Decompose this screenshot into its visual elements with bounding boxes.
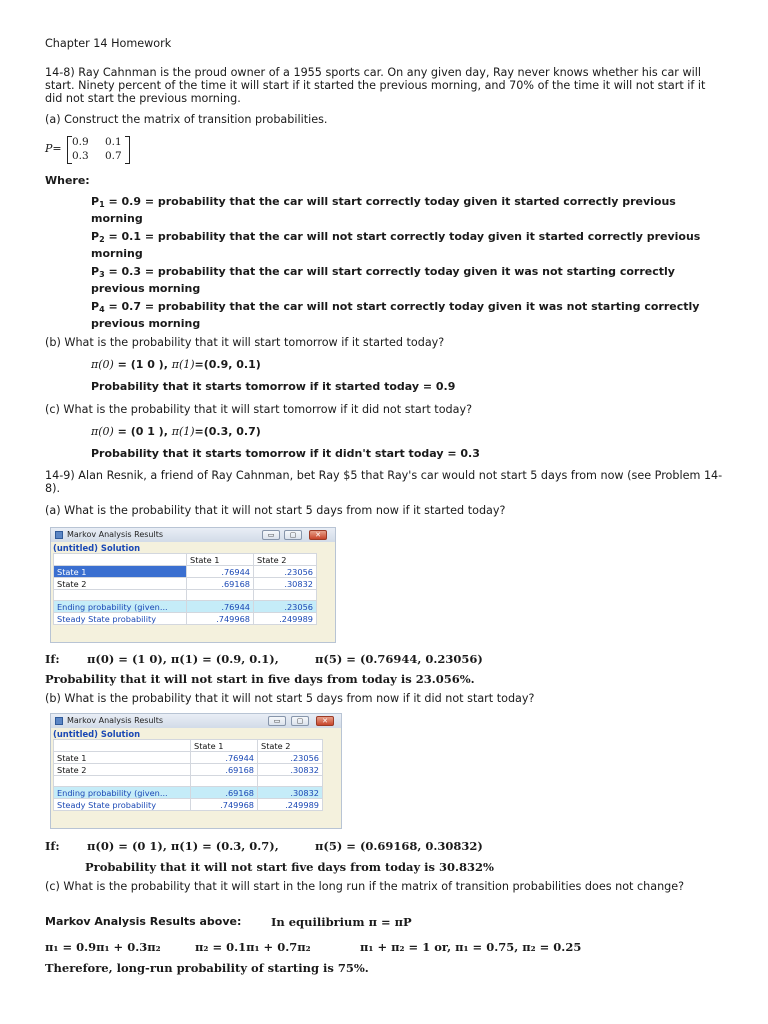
table-cell[interactable]: .69168: [191, 787, 258, 799]
table-row[interactable]: [54, 613, 317, 625]
table-cell[interactable]: .30832: [258, 764, 323, 776]
column-header: State 2: [254, 554, 317, 566]
window-title: Markov Analysis Results: [67, 716, 164, 725]
table-cell[interactable]: .249989: [258, 799, 323, 811]
row-label[interactable]: State 2: [54, 578, 187, 590]
solution-label: (untitled) Solution: [53, 543, 141, 553]
column-header: State 1: [191, 740, 258, 752]
matrix-cell: 0.9: [72, 136, 89, 148]
close-icon[interactable]: ✕: [316, 716, 334, 726]
markov-results-window: [50, 527, 336, 643]
answer-b: Probability that it starts tomorrow if it started today = 0.9: [91, 380, 456, 393]
definition-p1: $P_1 = 0.9$ = probability that the car will start correctly today given it started correctly previous morning: [91, 195, 676, 225]
definition-p4: $P_4 = 0.7$ = probability that the car will not start correctly today given it was not starting correctly previous morning: [91, 300, 700, 330]
equation-14-9-b: π(0) = (0 1), π(1) = (0.3, 0.7),: [87, 839, 279, 853]
results-table: [53, 553, 317, 625]
table-row[interactable]: [54, 787, 323, 799]
table-cell[interactable]: .69168: [187, 578, 254, 590]
app-icon: [55, 531, 63, 539]
where-label: Where:: [45, 174, 90, 187]
table-cell[interactable]: .30832: [254, 578, 317, 590]
table-row[interactable]: [54, 764, 323, 776]
question-c: (c) What is the probability that it will start tomorrow if it did not start today?: [45, 403, 473, 416]
table-cell[interactable]: .76944: [187, 566, 254, 578]
row-label[interactable]: State 2: [54, 764, 191, 776]
table-cell[interactable]: .30832: [258, 787, 323, 799]
row-label[interactable]: State 1: [54, 752, 191, 764]
problem-14-8-intro: 14-8) Ray Cahnman is the proud owner of a 1955 sports car. On any given day, Ray never knows whether his car will start. Ninety percent of the time it will start if it started the previous morning, and 70% of the time it will not start if it did not start the previous morning.: [45, 66, 706, 105]
if-label-b: If:: [45, 839, 60, 853]
equation-b: π(0) = (1 0 ), π(1)=(0.9, 0.1): [91, 358, 261, 371]
table-cell[interactable]: .749968: [191, 799, 258, 811]
row-label[interactable]: Steady State probability: [54, 799, 191, 811]
definition-p2: $P_2 = 0.1$ = probability that the car will not start correctly today given it started correctly previous morning: [91, 230, 701, 260]
matrix-cell: 0.3: [72, 150, 89, 162]
definition-p3: $P_3 = 0.3$ = probability that the car will start correctly today given it was not starting correctly previous morning: [91, 265, 675, 295]
table-cell[interactable]: .76944: [187, 601, 254, 613]
answer-14-9-c: Therefore, long-run probability of starting is 75%.: [45, 961, 369, 975]
window-titlebar: [51, 714, 341, 728]
answer-14-9-b: Probability that it will not start five days from today is 30.832%: [85, 860, 494, 874]
matrix-right-bracket: [125, 136, 130, 164]
maximize-icon[interactable]: ▢: [291, 716, 309, 726]
equilibrium-equation: In equilibrium π = πP: [271, 915, 412, 929]
markov-results-window: [50, 713, 342, 829]
solution-label: (untitled) Solution: [53, 729, 141, 739]
table-cell[interactable]: .76944: [191, 752, 258, 764]
table-header-row: [54, 554, 317, 566]
table-row[interactable]: [54, 601, 317, 613]
table-row: [54, 776, 323, 787]
equation-pi1: π₁ = 0.9π₁ + 0.3π₂: [45, 940, 161, 954]
question-14-9-b: (b) What is the probability that it will not start 5 days from now if it did not start today?: [45, 692, 535, 705]
equation-c: π(0) = (0 1 ), π(1)=(0.3, 0.7): [91, 425, 261, 438]
matrix-label: P=: [45, 142, 62, 155]
results-table: [53, 739, 323, 811]
problem-14-9-intro: 14-9) Alan Resnik, a friend of Ray Cahnman, bet Ray $5 that Ray's car would not start 5 days from now (see Problem 14-8).: [45, 469, 723, 495]
question-a: (a) Construct the matrix of transition probabilities.: [45, 113, 328, 126]
maximize-icon[interactable]: ▢: [284, 530, 302, 540]
question-14-9-c: (c) What is the probability that it will start in the long run if the matrix of transition probabilities does not change?: [45, 880, 685, 893]
minimize-icon[interactable]: ▭: [268, 716, 286, 726]
app-icon: [55, 717, 63, 725]
window-title: Markov Analysis Results: [67, 530, 164, 539]
table-cell[interactable]: .23056: [254, 601, 317, 613]
question-b: (b) What is the probability that it will start tomorrow if it started today?: [45, 336, 445, 349]
question-14-9-a: (a) What is the probability that it will not start 5 days from now if it started today?: [45, 504, 506, 517]
chapter-heading: Chapter 14 Homework: [45, 37, 172, 50]
equation-14-9-b-result: π(5) = (0.69168, 0.30832): [315, 839, 483, 853]
row-label[interactable]: Ending probability (given...: [54, 787, 191, 799]
table-row[interactable]: [54, 578, 317, 590]
row-label[interactable]: Ending probability (given...: [54, 601, 187, 613]
column-header: State 1: [187, 554, 254, 566]
close-icon[interactable]: ✕: [309, 530, 327, 540]
row-label[interactable]: Steady State probability: [54, 613, 187, 625]
table-cell[interactable]: .69168: [191, 764, 258, 776]
equation-solution: π₁ + π₂ = 1 or, π₁ = 0.75, π₂ = 0.25: [360, 940, 582, 954]
equation-pi2: π₂ = 0.1π₁ + 0.7π₂: [195, 940, 311, 954]
table-cell[interactable]: .249989: [254, 613, 317, 625]
equation-14-9-a: π(0) = (1 0), π(1) = (0.9, 0.1),: [87, 652, 279, 666]
column-header: State 2: [258, 740, 323, 752]
table-cell[interactable]: .749968: [187, 613, 254, 625]
table-row[interactable]: [54, 799, 323, 811]
table-cell[interactable]: .23056: [254, 566, 317, 578]
answer-14-9-a: Probability that it will not start in five days from today is 23.056%.: [45, 672, 475, 686]
table-row[interactable]: [54, 566, 317, 578]
row-label[interactable]: State 1: [54, 566, 187, 578]
table-row: [54, 590, 317, 601]
table-row[interactable]: [54, 752, 323, 764]
table-header-row: [54, 740, 323, 752]
matrix-cell: 0.7: [105, 150, 122, 162]
markov-results-lead: Markov Analysis Results above:: [45, 915, 242, 928]
minimize-icon[interactable]: ▭: [262, 530, 280, 540]
answer-c: Probability that it starts tomorrow if it didn't start today = 0.3: [91, 447, 480, 460]
if-label-a: If:: [45, 652, 60, 666]
equation-14-9-a-result: π(5) = (0.76944, 0.23056): [315, 652, 483, 666]
window-titlebar: [51, 528, 335, 542]
table-cell[interactable]: .23056: [258, 752, 323, 764]
matrix-cell: 0.1: [105, 136, 122, 148]
